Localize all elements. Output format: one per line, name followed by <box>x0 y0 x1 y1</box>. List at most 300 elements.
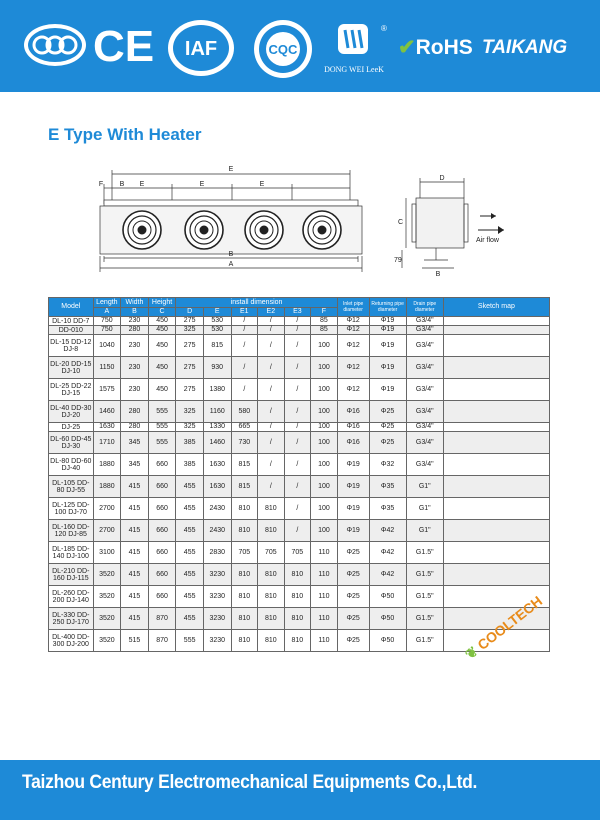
cell-drain: G1.5" <box>406 586 443 608</box>
col-length-sub: A <box>93 308 121 317</box>
cell-b: 515 <box>121 630 149 652</box>
cell-d: 455 <box>176 542 204 564</box>
col-width: Width <box>121 298 149 308</box>
cell-inlet: Φ25 <box>337 564 369 586</box>
cell-f: 110 <box>311 586 338 608</box>
cell-c: 555 <box>148 432 176 454</box>
model-cell: DL-260 DD-200 DJ-140 <box>49 586 94 608</box>
cell-a: 1040 <box>93 335 121 357</box>
cell-a: 3100 <box>93 542 121 564</box>
model-cell: DL-80 DD-60 DJ-40 <box>49 454 94 476</box>
cell-e3: / <box>284 498 311 520</box>
model-cell: DL-15 DD-12 DJ-8 <box>49 335 94 357</box>
sketch-cell <box>443 326 549 335</box>
cell-b: 415 <box>121 564 149 586</box>
cell-e3: / <box>284 379 311 401</box>
model-cell: DL-25 DD-22 DJ-15 <box>49 379 94 401</box>
cell-f: 100 <box>311 498 338 520</box>
side-view-diagram <box>392 168 522 278</box>
cell-drain: G3/4" <box>406 335 443 357</box>
cell-e1: / <box>231 379 258 401</box>
cell-drain: G3/4" <box>406 432 443 454</box>
cell-c: 450 <box>148 317 176 326</box>
cell-d: 275 <box>176 379 204 401</box>
cell-d: 455 <box>176 586 204 608</box>
svg-text:79: 79 <box>394 257 402 264</box>
cell-f: 110 <box>311 564 338 586</box>
cell-f: 110 <box>311 630 338 652</box>
cell-a: 1575 <box>93 379 121 401</box>
table-row <box>49 564 550 586</box>
cell-e1: 810 <box>231 498 258 520</box>
svg-text:D: D <box>439 175 445 182</box>
cell-c: 870 <box>148 630 176 652</box>
cell-e3: 810 <box>284 608 311 630</box>
cell-c: 555 <box>148 423 176 432</box>
cell-c: 660 <box>148 520 176 542</box>
cell-d: 385 <box>176 432 204 454</box>
cell-drain: G1.5" <box>406 542 443 564</box>
sketch-cell <box>443 520 549 542</box>
check-icon: ✔ <box>398 36 416 59</box>
cell-ret: Φ19 <box>369 379 406 401</box>
svg-text:DONG WEI LeeK: DONG WEI LeeK <box>324 65 384 74</box>
cell-c: 660 <box>148 586 176 608</box>
cell-b: 230 <box>121 335 149 357</box>
svg-text:IAF: IAF <box>184 38 218 60</box>
cell-c: 450 <box>148 379 176 401</box>
cell-inlet: Φ16 <box>337 401 369 423</box>
cell-inlet: Φ19 <box>337 520 369 542</box>
spec-table <box>48 297 550 652</box>
cell-a: 2700 <box>93 520 121 542</box>
sketch-cell <box>443 564 549 586</box>
cell-e: 3230 <box>203 608 231 630</box>
cell-e1: 815 <box>231 476 258 498</box>
cell-e3: / <box>284 326 311 335</box>
cell-e2: 810 <box>258 608 285 630</box>
cell-drain: G3/4" <box>406 423 443 432</box>
cell-e: 815 <box>203 335 231 357</box>
cell-e3: / <box>284 520 311 542</box>
cell-d: 275 <box>176 335 204 357</box>
cell-f: 110 <box>311 608 338 630</box>
cell-e3: / <box>284 357 311 379</box>
cell-b: 345 <box>121 432 149 454</box>
cell-ret: Φ42 <box>369 542 406 564</box>
cell-e: 930 <box>203 357 231 379</box>
table-row <box>49 498 550 520</box>
cell-e2: / <box>258 379 285 401</box>
cell-drain: G1.5" <box>406 608 443 630</box>
cell-ret: Φ35 <box>369 476 406 498</box>
cell-inlet: Φ19 <box>337 476 369 498</box>
table-row <box>49 608 550 630</box>
cell-d: 455 <box>176 520 204 542</box>
col-install: install dimension <box>176 298 337 308</box>
cell-e3: 810 <box>284 630 311 652</box>
iaf-logo <box>166 18 236 78</box>
svg-text:E: E <box>139 181 145 188</box>
cell-d: 455 <box>176 564 204 586</box>
cell-drain: G1.5" <box>406 564 443 586</box>
cell-drain: G1" <box>406 476 443 498</box>
col-model: Model <box>49 298 94 317</box>
cell-ret: Φ25 <box>369 401 406 423</box>
cell-e: 530 <box>203 317 231 326</box>
cell-e2: / <box>258 317 285 326</box>
cell-e: 530 <box>203 326 231 335</box>
cell-e2: / <box>258 423 285 432</box>
cell-e1: / <box>231 326 258 335</box>
col-e2: E2 <box>258 308 285 317</box>
col-returning: Returning pipe diameter <box>369 298 406 317</box>
cell-e1: 810 <box>231 608 258 630</box>
cell-e3: 810 <box>284 564 311 586</box>
col-d: D <box>176 308 204 317</box>
cell-ret: Φ25 <box>369 423 406 432</box>
cqc-logo <box>252 18 314 80</box>
cell-b: 415 <box>121 608 149 630</box>
ccc-logo <box>22 22 88 68</box>
leaf-icon: ❦ <box>462 642 482 663</box>
cell-e1: 810 <box>231 520 258 542</box>
cell-f: 100 <box>311 335 338 357</box>
cell-e: 1380 <box>203 379 231 401</box>
cell-e3: / <box>284 476 311 498</box>
cell-e3: / <box>284 335 311 357</box>
cell-e: 1330 <box>203 423 231 432</box>
cell-ret: Φ32 <box>369 454 406 476</box>
cell-inlet: Φ25 <box>337 630 369 652</box>
cell-e2: 810 <box>258 498 285 520</box>
cell-e1: 810 <box>231 564 258 586</box>
col-width-sub: B <box>121 308 149 317</box>
cell-e3: / <box>284 317 311 326</box>
cell-e3: 705 <box>284 542 311 564</box>
cell-e1: / <box>231 317 258 326</box>
model-cell: DL-210 DD-160 DJ-115 <box>49 564 94 586</box>
cell-e3: / <box>284 454 311 476</box>
cell-c: 660 <box>148 454 176 476</box>
cell-inlet: Φ25 <box>337 608 369 630</box>
cell-a: 750 <box>93 326 121 335</box>
table-row <box>49 586 550 608</box>
cell-c: 450 <box>148 335 176 357</box>
svg-text:B: B <box>119 181 125 188</box>
model-cell: DL-125 DD-100 DJ-70 <box>49 498 94 520</box>
cell-inlet: Φ16 <box>337 432 369 454</box>
table-row <box>49 432 550 454</box>
cell-a: 1460 <box>93 401 121 423</box>
col-drain: Drain pipe diameter <box>406 298 443 317</box>
cell-a: 1710 <box>93 432 121 454</box>
cell-inlet: Φ19 <box>337 498 369 520</box>
cell-b: 345 <box>121 454 149 476</box>
cell-e2: 810 <box>258 564 285 586</box>
cell-drain: G3/4" <box>406 401 443 423</box>
taikang-logo: TAIKANG <box>482 37 568 58</box>
sketch-cell <box>443 401 549 423</box>
cell-drain: G1" <box>406 520 443 542</box>
cell-a: 1150 <box>93 357 121 379</box>
cell-b: 415 <box>121 542 149 564</box>
cell-e1: / <box>231 335 258 357</box>
cell-e1: 810 <box>231 586 258 608</box>
cell-c: 660 <box>148 564 176 586</box>
svg-text:E: E <box>228 166 234 173</box>
svg-text:E: E <box>199 181 205 188</box>
cell-b: 230 <box>121 317 149 326</box>
cell-b: 415 <box>121 476 149 498</box>
sketch-cell <box>443 423 549 432</box>
model-cell: DL-400 DD-300 DJ-200 <box>49 630 94 652</box>
model-cell: DL-105 DD-80 DJ-55 <box>49 476 94 498</box>
table-row <box>49 401 550 423</box>
model-cell: DL-330 DD-250 DJ-170 <box>49 608 94 630</box>
cell-inlet: Φ25 <box>337 586 369 608</box>
cell-e2: 810 <box>258 586 285 608</box>
cell-d: 555 <box>176 630 204 652</box>
cell-e1: 730 <box>231 432 258 454</box>
sketch-cell <box>443 335 549 357</box>
col-e3: E3 <box>284 308 311 317</box>
cell-inlet: Φ16 <box>337 423 369 432</box>
sketch-cell <box>443 454 549 476</box>
svg-text:B: B <box>228 251 234 258</box>
cell-e2: / <box>258 335 285 357</box>
cell-f: 85 <box>311 317 338 326</box>
cell-e: 1460 <box>203 432 231 454</box>
cell-e1: 705 <box>231 542 258 564</box>
col-e: E <box>203 308 231 317</box>
table-row <box>49 357 550 379</box>
cell-f: 110 <box>311 542 338 564</box>
cell-c: 450 <box>148 357 176 379</box>
cell-e3: 810 <box>284 586 311 608</box>
cell-inlet: Φ25 <box>337 542 369 564</box>
col-f: F <box>311 308 338 317</box>
cell-e1: / <box>231 357 258 379</box>
cell-f: 100 <box>311 423 338 432</box>
cell-e1: 810 <box>231 630 258 652</box>
svg-text:®: ® <box>381 24 387 33</box>
sketch-cell <box>443 498 549 520</box>
cell-e2: / <box>258 401 285 423</box>
cell-a: 1880 <box>93 476 121 498</box>
sketch-cell <box>443 542 549 564</box>
cell-c: 660 <box>148 476 176 498</box>
cell-ret: Φ50 <box>369 608 406 630</box>
sketch-cell <box>443 379 549 401</box>
cell-drain: G1" <box>406 498 443 520</box>
cell-c: 870 <box>148 608 176 630</box>
col-inlet: Inlet pipe diameter <box>337 298 369 317</box>
cell-b: 280 <box>121 401 149 423</box>
col-sketch: Sketch map <box>443 298 549 317</box>
cell-ret: Φ25 <box>369 432 406 454</box>
cell-e2: / <box>258 476 285 498</box>
svg-text:B: B <box>435 271 441 278</box>
cell-f: 100 <box>311 357 338 379</box>
cell-e: 2430 <box>203 520 231 542</box>
cell-ret: Φ19 <box>369 357 406 379</box>
model-cell: DJ-25 <box>49 423 94 432</box>
cell-d: 455 <box>176 476 204 498</box>
sketch-cell <box>443 317 549 326</box>
model-cell: DD-010 <box>49 326 94 335</box>
cell-ret: Φ19 <box>369 326 406 335</box>
table-row <box>49 326 550 335</box>
cell-drain: G3/4" <box>406 379 443 401</box>
page-title: E Type With Heater <box>48 125 202 144</box>
table-row <box>49 423 550 432</box>
svg-text:F: F <box>98 181 104 188</box>
cell-ret: Φ19 <box>369 335 406 357</box>
cell-b: 415 <box>121 586 149 608</box>
cell-e1: 815 <box>231 454 258 476</box>
cell-f: 100 <box>311 379 338 401</box>
cell-f: 100 <box>311 401 338 423</box>
cell-e: 1160 <box>203 401 231 423</box>
cell-e3: / <box>284 423 311 432</box>
model-cell: DL-60 DD-45 DJ-30 <box>49 432 94 454</box>
cell-c: 555 <box>148 401 176 423</box>
cell-drain: G3/4" <box>406 326 443 335</box>
cell-a: 2700 <box>93 498 121 520</box>
cell-b: 415 <box>121 520 149 542</box>
cell-e2: 810 <box>258 630 285 652</box>
cell-f: 100 <box>311 454 338 476</box>
table-row <box>49 542 550 564</box>
header-bar <box>0 0 600 92</box>
cell-f: 100 <box>311 432 338 454</box>
cell-d: 325 <box>176 401 204 423</box>
airflow-arrow-icon <box>478 213 504 234</box>
cell-inlet: Φ12 <box>337 317 369 326</box>
cell-f: 100 <box>311 520 338 542</box>
cell-b: 230 <box>121 357 149 379</box>
cell-inlet: Φ12 <box>337 335 369 357</box>
cell-e: 1630 <box>203 454 231 476</box>
svg-text:A: A <box>228 261 234 268</box>
cell-a: 3520 <box>93 586 121 608</box>
front-view-diagram <box>96 160 366 280</box>
cell-inlet: Φ12 <box>337 379 369 401</box>
cell-ret: Φ42 <box>369 520 406 542</box>
cell-e: 3230 <box>203 586 231 608</box>
cell-a: 750 <box>93 317 121 326</box>
cell-e: 3230 <box>203 630 231 652</box>
cell-d: 325 <box>176 326 204 335</box>
sketch-cell <box>443 476 549 498</box>
cell-a: 3520 <box>93 608 121 630</box>
cell-e2: / <box>258 357 285 379</box>
table-row <box>49 335 550 357</box>
cell-e2: / <box>258 432 285 454</box>
cell-b: 230 <box>121 379 149 401</box>
cell-d: 385 <box>176 454 204 476</box>
cell-drain: G1.5" <box>406 630 443 652</box>
svg-text:CQC: CQC <box>268 42 298 57</box>
company-name: Taizhou Century Electromechanical Equipments Co.,Ltd. <box>22 772 478 793</box>
model-cell: DL-160 DD-120 DJ-85 <box>49 520 94 542</box>
cell-ret: Φ50 <box>369 630 406 652</box>
cell-e1: 580 <box>231 401 258 423</box>
cell-f: 85 <box>311 326 338 335</box>
cell-d: 275 <box>176 357 204 379</box>
cell-drain: G3/4" <box>406 357 443 379</box>
table-row <box>49 317 550 326</box>
model-cell: DL-40 DD-30 DJ-20 <box>49 401 94 423</box>
sketch-cell <box>443 432 549 454</box>
cell-e2: / <box>258 454 285 476</box>
cell-c: 660 <box>148 498 176 520</box>
cell-e: 2830 <box>203 542 231 564</box>
cell-drain: G3/4" <box>406 317 443 326</box>
svg-text:C: C <box>398 219 404 226</box>
cell-e1: 665 <box>231 423 258 432</box>
cell-inlet: Φ19 <box>337 454 369 476</box>
cell-c: 450 <box>148 326 176 335</box>
cell-c: 660 <box>148 542 176 564</box>
cell-b: 280 <box>121 326 149 335</box>
cell-ret: Φ35 <box>369 498 406 520</box>
model-cell: DL-20 DD-15 DJ-10 <box>49 357 94 379</box>
ce-logo: CE <box>93 22 155 71</box>
cell-a: 3520 <box>93 564 121 586</box>
cell-drain: G3/4" <box>406 454 443 476</box>
model-cell: DL-185 DD-140 DJ-100 <box>49 542 94 564</box>
cell-inlet: Φ12 <box>337 357 369 379</box>
cell-inlet: Φ12 <box>337 326 369 335</box>
cell-e3: / <box>284 432 311 454</box>
table-row <box>49 454 550 476</box>
dongwei-logo <box>318 22 390 82</box>
cell-ret: Φ19 <box>369 317 406 326</box>
svg-text:Air flow: Air flow <box>476 237 499 244</box>
sketch-cell <box>443 357 549 379</box>
model-cell: DL-10 DD-7 <box>49 317 94 326</box>
cell-b: 415 <box>121 498 149 520</box>
cooltech-logo: ❦ COOLTECH <box>462 592 546 663</box>
cell-d: 325 <box>176 423 204 432</box>
cell-e2: 705 <box>258 542 285 564</box>
cell-ret: Φ42 <box>369 564 406 586</box>
cell-a: 1880 <box>93 454 121 476</box>
col-height-sub: C <box>148 308 176 317</box>
cell-d: 455 <box>176 498 204 520</box>
table-row <box>49 520 550 542</box>
cell-ret: Φ50 <box>369 586 406 608</box>
cell-d: 275 <box>176 317 204 326</box>
cell-b: 280 <box>121 423 149 432</box>
cell-d: 455 <box>176 608 204 630</box>
cell-f: 100 <box>311 476 338 498</box>
cell-a: 3520 <box>93 630 121 652</box>
cell-e: 3230 <box>203 564 231 586</box>
cell-e2: / <box>258 326 285 335</box>
cell-e: 1630 <box>203 476 231 498</box>
col-length: Length <box>93 298 121 308</box>
cell-e: 2430 <box>203 498 231 520</box>
rohs-logo: ✔RoHS <box>398 36 473 59</box>
table-row <box>49 476 550 498</box>
table-row <box>49 379 550 401</box>
cell-e3: / <box>284 401 311 423</box>
cell-a: 1630 <box>93 423 121 432</box>
svg-text:E: E <box>259 181 265 188</box>
